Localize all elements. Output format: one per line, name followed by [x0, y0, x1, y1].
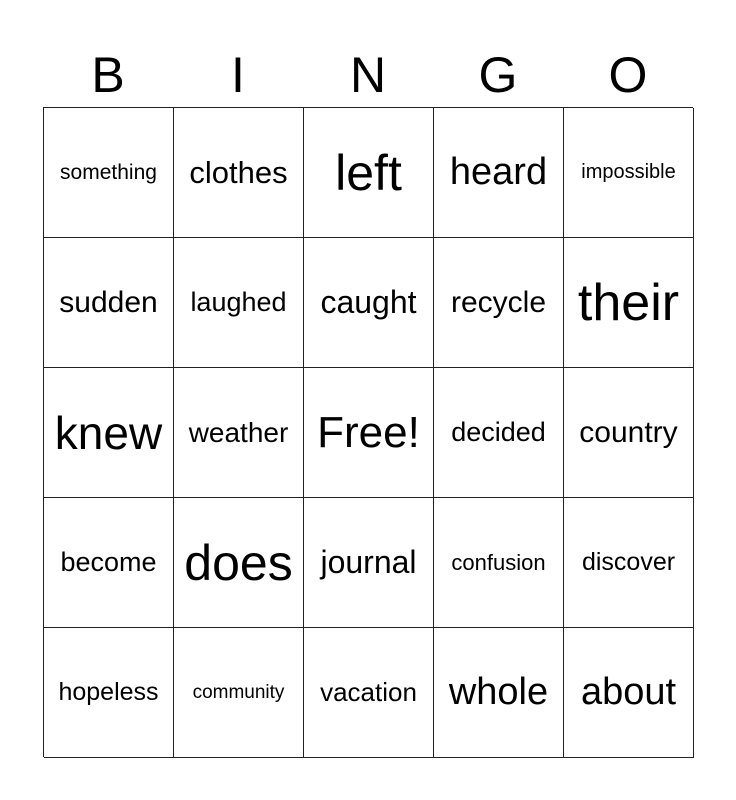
bingo-cell: hopeless: [44, 628, 174, 758]
header-letter-g: G: [478, 47, 518, 103]
bingo-cell: vacation: [304, 628, 434, 758]
bingo-cell: their: [564, 238, 694, 368]
bingo-cell: impossible: [564, 108, 694, 238]
bingo-cell: weather: [174, 368, 304, 498]
header-letter-b: B: [91, 47, 125, 103]
bingo-grid: [43, 107, 693, 757]
bingo-cell: recycle: [434, 238, 564, 368]
bingo-cell-free: Free!: [304, 368, 434, 498]
bingo-cell: confusion: [434, 498, 564, 628]
bingo-cell: community: [174, 628, 304, 758]
bingo-cell: about: [564, 628, 694, 758]
bingo-cell: clothes: [174, 108, 304, 238]
bingo-cell: journal: [304, 498, 434, 628]
header-letter-n: N: [349, 47, 387, 103]
bingo-cell: caught: [304, 238, 434, 368]
bingo-cell: left: [304, 108, 434, 238]
bingo-cell: heard: [434, 108, 564, 238]
bingo-cell: country: [564, 368, 694, 498]
bingo-cell: does: [174, 498, 304, 628]
bingo-header: [43, 42, 693, 108]
bingo-cell: whole: [434, 628, 564, 758]
bingo-cell: laughed: [174, 238, 304, 368]
bingo-cell: become: [44, 498, 174, 628]
bingo-cell: discover: [564, 498, 694, 628]
bingo-cell: something: [44, 108, 174, 238]
bingo-cell: sudden: [44, 238, 174, 368]
bingo-cell: decided: [434, 368, 564, 498]
header-letter-i: I: [231, 47, 245, 103]
bingo-cell: knew: [44, 368, 174, 498]
header-letter-o: O: [608, 47, 648, 103]
